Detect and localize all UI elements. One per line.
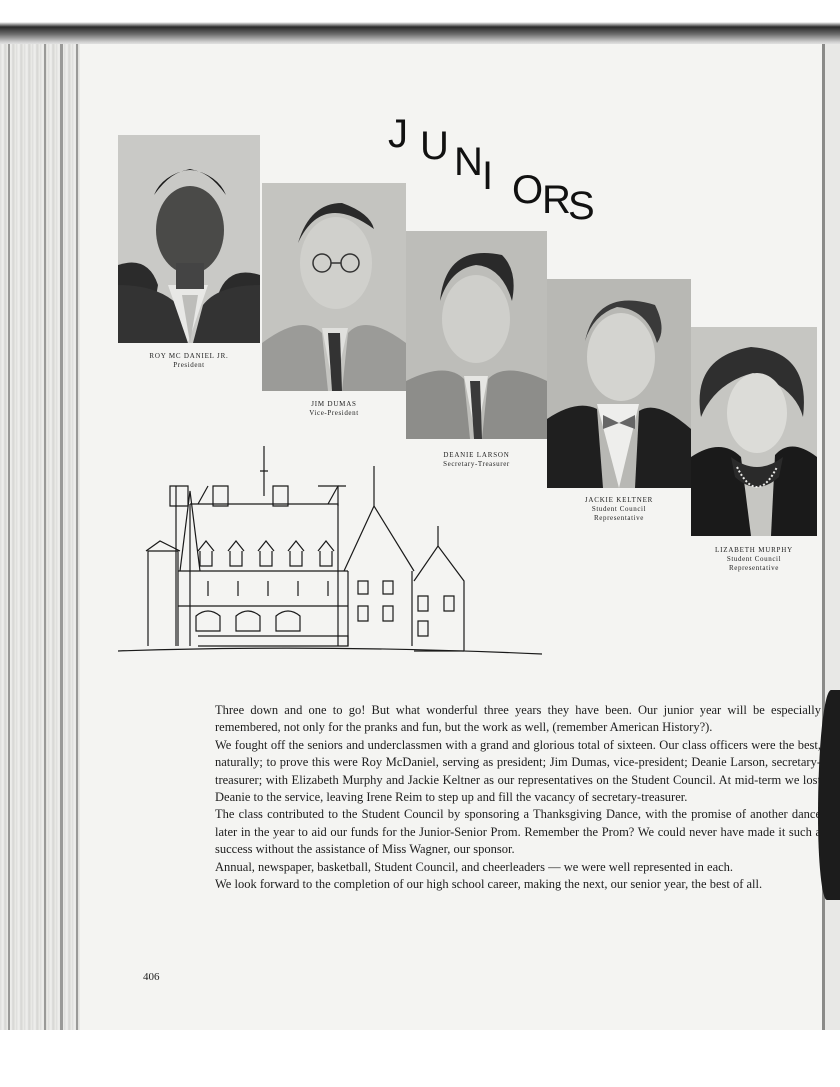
- scan-top-edge: [0, 0, 840, 46]
- title-letter: U: [420, 124, 449, 168]
- officer-role: Secretary-Treasurer: [443, 460, 510, 468]
- title-letter: R: [542, 178, 571, 222]
- officer-caption: [691, 546, 817, 573]
- portrait-photo: [691, 327, 817, 536]
- title-letter: N: [454, 140, 483, 184]
- portrait-photo: [262, 183, 406, 391]
- gutter-line: [8, 44, 10, 1034]
- gutter-line: [76, 44, 78, 1034]
- castle-sketch: [118, 446, 542, 661]
- scan-bottom-margin: [0, 1030, 840, 1087]
- officer-caption: [547, 496, 691, 523]
- officer-caption: [118, 352, 260, 370]
- officer-name: LIZABETH MURPHY: [715, 546, 793, 554]
- officer-name: JIM DUMAS: [311, 400, 357, 408]
- officer-role: Representative: [594, 514, 644, 522]
- portrait-photo: [118, 135, 260, 343]
- title-letter: S: [568, 184, 595, 228]
- title-letter: J: [388, 112, 408, 156]
- paragraph: Annual, newspaper, basketball, Student Council, and cheerleaders — we were well represented in each.: [215, 859, 734, 874]
- gutter-line: [60, 44, 63, 1034]
- title-letter: O: [512, 168, 544, 212]
- gutter-line: [44, 44, 46, 1034]
- paragraph: Three down and one to go! But what wonderful three years they have been. Our junior year will be especially remembered, not only for the pranks and fun, but the work as well, (remember American History?).: [215, 703, 821, 735]
- page-number: 406: [143, 971, 160, 983]
- paragraph: The class contributed to the Student Council by sponsoring a Thanksgiving Dance, with the promise of another dance later in the year to aid our funds for the Junior-Senior Prom. Remember the Prom? We could never have made it such a success without the assistance of Miss Wagner, our sponsor.: [215, 807, 821, 857]
- officer-name: JACKIE KELTNER: [584, 496, 654, 504]
- portrait-photo: [547, 279, 691, 488]
- officer-role: Representative: [729, 564, 779, 572]
- officer-name: DEANIE LARSON: [443, 451, 510, 459]
- page-title: [382, 110, 602, 228]
- paragraph: We fought off the seniors and underclassmen with a grand and glorious total of sixteen. Our class officers were the best, naturally; to prove this were Roy McDaniel, serving as president; Jim Dumas, vice-president; Deanie Larson, secretary-treasurer; with Elizabeth Murphy and Jackie Keltner as our representatives on the Student Council. At mid-term we lost Deanie to the service, leaving Irene Reim to step up and fill the vacancy of secretary-treasurer.: [215, 737, 821, 805]
- officer-role: Student Council: [591, 505, 647, 513]
- officer-role: Student Council: [726, 555, 782, 563]
- portrait-photo: [406, 231, 547, 439]
- officer-name: ROY MC DANIEL JR.: [149, 352, 229, 360]
- officer-role: Vice-President: [309, 409, 359, 417]
- page-gutter: [0, 44, 80, 1034]
- title-letter: I: [482, 154, 494, 198]
- officer-caption: [262, 400, 406, 418]
- officer-role: President: [173, 361, 205, 369]
- article-body: [215, 702, 821, 893]
- paragraph: We look forward to the completion of our high school career, making the next, our senior year, the best of all.: [215, 877, 763, 892]
